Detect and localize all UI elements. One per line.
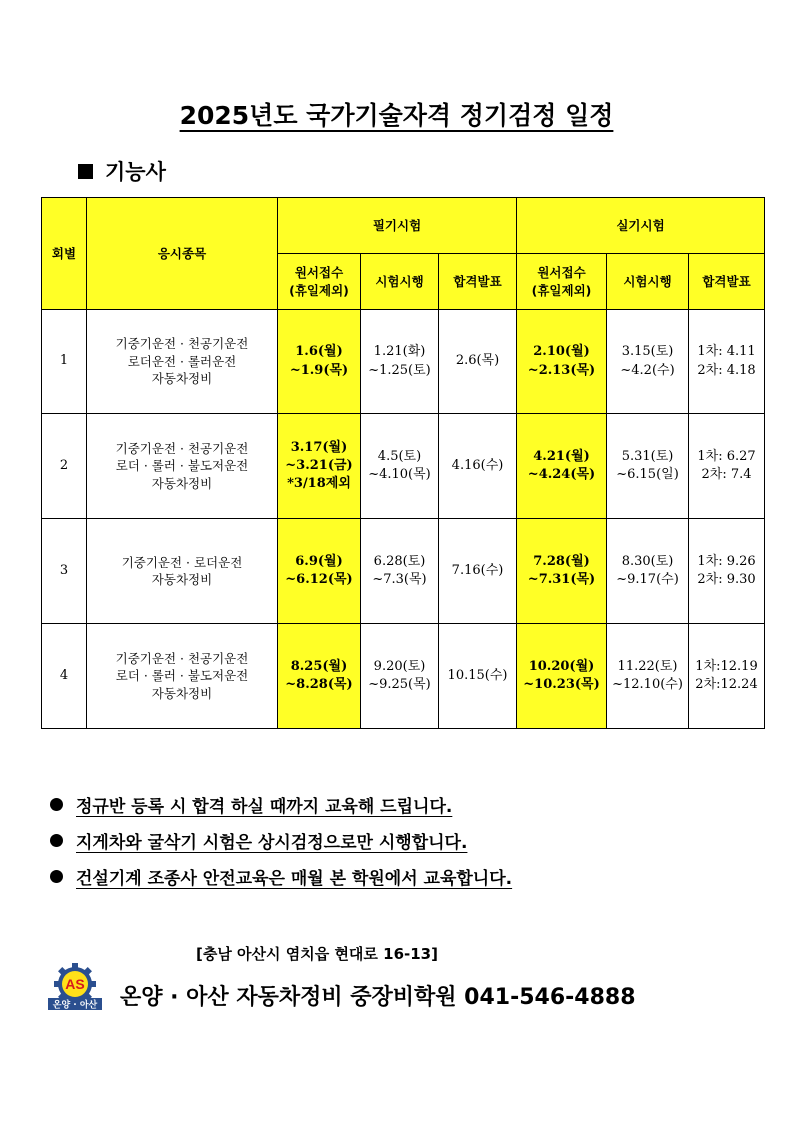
bullet-icon	[50, 834, 63, 847]
cell-practical-apply-line: ~2.13(목)	[527, 362, 596, 378]
cell-practical-result	[689, 519, 765, 624]
cell-subjects-line: 자동차정비	[151, 685, 213, 701]
cell-written-exam	[361, 414, 439, 519]
cell-written-exam-line: ~1.25(토)	[368, 362, 431, 378]
cell-subjects	[87, 414, 278, 519]
cell-subjects-line: 자동차정비	[151, 572, 213, 587]
cell-practical-exam-line: 11.22(토)	[617, 658, 678, 674]
table-row	[42, 414, 765, 519]
header-written-apply	[278, 254, 361, 310]
header-written-result: 합격발표	[439, 254, 517, 310]
header-apply-line2: (휴일제외)	[531, 282, 592, 298]
cell-practical-apply	[517, 624, 607, 729]
table-row	[42, 624, 765, 729]
cell-practical-apply	[517, 414, 607, 519]
cell-written-apply	[278, 414, 361, 519]
header-practical-exam: 실기시험	[517, 198, 765, 254]
cell-practical-exam	[607, 624, 689, 729]
cell-practical-result-line: 2차: 9.30	[697, 572, 756, 587]
cell-written-apply-line: *3/18제외	[287, 476, 351, 492]
table-row	[42, 519, 765, 624]
cell-subjects-line: 기중기운전 · 천공기운전	[115, 650, 249, 666]
cell-practical-apply-line: ~4.24(목)	[527, 467, 596, 482]
cell-practical-result-line: 1차: 9.26	[697, 553, 756, 569]
cell-practical-exam-line: 5.31(토)	[621, 448, 674, 464]
note-text: 건설기계 조종사 안전교육은 매월 본 학원에서 교육합니다.	[76, 868, 513, 889]
cell-practical-result	[689, 624, 765, 729]
cell-written-exam-line: 6.28(토)	[373, 553, 426, 569]
section-heading	[78, 156, 166, 186]
cell-written-exam-line: 9.20(토)	[373, 658, 426, 674]
header-apply-line2: (휴일제외)	[289, 282, 349, 298]
cell-written-exam-line: 1.21(화)	[373, 344, 426, 360]
note-text: 지게차와 굴삭기 시험은 상시검정으로만 시행합니다.	[76, 832, 468, 853]
cell-practical-apply-line: ~7.31(목)	[527, 572, 596, 587]
cell-written-apply-line: ~1.9(목)	[289, 362, 349, 378]
cell-practical-apply-line: 10.20(월)	[528, 658, 595, 674]
note-item	[50, 786, 512, 822]
cell-subjects-line: 기중기운전 · 로더운전	[121, 554, 243, 570]
header-subject: 응시종목	[87, 198, 278, 310]
cell-subjects-line: 기중기운전 · 천공기운전	[115, 440, 249, 456]
academy-name-phone: 온양 · 아산 자동차정비 중장비학원 041-546-4888	[120, 985, 636, 1010]
note-text: 정규반 등록 시 합격 하실 때까지 교육해 드립니다.	[76, 796, 453, 817]
cell-written-apply	[278, 519, 361, 624]
cell-subjects	[87, 519, 278, 624]
cell-subjects-line: 자동차정비	[151, 371, 213, 387]
cell-practical-result-line: 1차: 6.27	[697, 448, 756, 464]
cell-written-result: 2.6(목)	[439, 310, 517, 414]
cell-written-apply-line: 3.17(월)	[290, 439, 348, 455]
cell-subjects-line: 기중기운전 · 천공기운전	[115, 336, 249, 352]
header-practical-result: 합격발표	[689, 254, 765, 310]
cell-subjects-line: 로더 · 롤러 · 불도저운전	[115, 458, 249, 474]
cell-practical-exam-line: ~12.10(수)	[612, 677, 683, 692]
cell-subjects-line: 로더 · 롤러 · 불도저운전	[115, 668, 249, 684]
cell-written-apply-line: 6.9(월)	[295, 553, 343, 569]
cell-written-apply	[278, 310, 361, 414]
cell-practical-exam	[607, 414, 689, 519]
table-row	[42, 310, 765, 414]
cell-practical-exam-line: ~4.2(수)	[620, 362, 675, 378]
header-written-date: 시험시행	[361, 254, 439, 310]
cell-practical-result	[689, 414, 765, 519]
header-practical-date: 시험시행	[607, 254, 689, 310]
cell-practical-apply-line: ~10.23(목)	[523, 677, 600, 692]
cell-written-apply-line: 8.25(월)	[290, 658, 348, 674]
cell-practical-exam	[607, 519, 689, 624]
cell-written-apply-line: 1.6(월)	[295, 344, 343, 360]
cell-practical-exam-line: ~9.17(수)	[616, 572, 679, 587]
schedule-table	[41, 197, 765, 729]
schedule-body	[42, 310, 765, 729]
cell-written-apply-line: ~6.12(목)	[285, 572, 353, 587]
cell-practical-result-line: 2차: 7.4	[701, 467, 752, 482]
cell-written-exam	[361, 519, 439, 624]
header-round: 회별	[42, 198, 87, 310]
address: [충남 아산시 염치읍 현대로 16-13]	[196, 945, 438, 963]
cell-written-exam-line: ~7.3(목)	[372, 572, 427, 587]
cell-practical-exam	[607, 310, 689, 414]
cell-round: 2	[42, 414, 87, 519]
cell-round: 3	[42, 519, 87, 624]
cell-written-apply	[278, 624, 361, 729]
cell-written-exam	[361, 310, 439, 414]
cell-practical-exam-line: ~6.15(일)	[616, 467, 679, 482]
notes-list	[50, 786, 512, 894]
cell-practical-apply-line: 7.28(월)	[533, 553, 590, 569]
cell-written-result: 10.15(수)	[439, 624, 517, 729]
header-apply-line1: 원서접수	[537, 265, 586, 280]
logo-mark: AS	[65, 976, 85, 992]
cell-written-exam-line: 4.5(토)	[377, 448, 422, 464]
cell-practical-exam-line: 3.15(토)	[621, 344, 674, 360]
cell-practical-result-line: 2차:12.24	[695, 677, 758, 692]
cell-practical-result	[689, 310, 765, 414]
section-label: 기능사	[105, 160, 166, 184]
note-item	[50, 822, 512, 858]
cell-subjects-line: 로더운전 · 롤러운전	[127, 353, 237, 369]
cell-practical-apply	[517, 310, 607, 414]
bullet-icon	[50, 870, 63, 883]
bullet-icon	[50, 798, 63, 811]
cell-written-apply-line: ~8.28(목)	[285, 677, 353, 692]
academy-logo-icon	[47, 962, 103, 1010]
logo-caption: 온양 · 아산	[52, 1000, 98, 1010]
cell-practical-result-line: 2차: 4.18	[697, 362, 756, 378]
cell-practical-exam-line: 8.30(토)	[621, 553, 674, 569]
cell-subjects	[87, 624, 278, 729]
cell-round: 4	[42, 624, 87, 729]
cell-practical-apply-line: 4.21(월)	[533, 448, 590, 464]
header-row-top	[42, 198, 765, 254]
cell-subjects-line: 자동차정비	[151, 475, 213, 491]
header-practical-apply	[517, 254, 607, 310]
cell-practical-apply	[517, 519, 607, 624]
cell-written-result: 7.16(수)	[439, 519, 517, 624]
cell-written-exam	[361, 624, 439, 729]
cell-practical-apply-line: 2.10(월)	[533, 344, 590, 360]
header-written-exam: 필기시험	[278, 198, 517, 254]
cell-written-apply-line: ~3.21(금)	[285, 457, 353, 473]
header-apply-line1: 원서접수	[294, 265, 344, 280]
cell-subjects	[87, 310, 278, 414]
square-bullet-icon	[78, 164, 93, 179]
cell-practical-result-line: 1차:12.19	[695, 658, 758, 674]
cell-round: 1	[42, 310, 87, 414]
cell-written-result: 4.16(수)	[439, 414, 517, 519]
cell-written-exam-line: ~9.25(목)	[368, 677, 431, 692]
cell-written-exam-line: ~4.10(목)	[368, 467, 431, 482]
note-item	[50, 858, 512, 894]
page-title: 2025년도 국가기술자격 정기검정 일정	[179, 101, 614, 130]
cell-practical-result-line: 1차: 4.11	[697, 344, 756, 360]
